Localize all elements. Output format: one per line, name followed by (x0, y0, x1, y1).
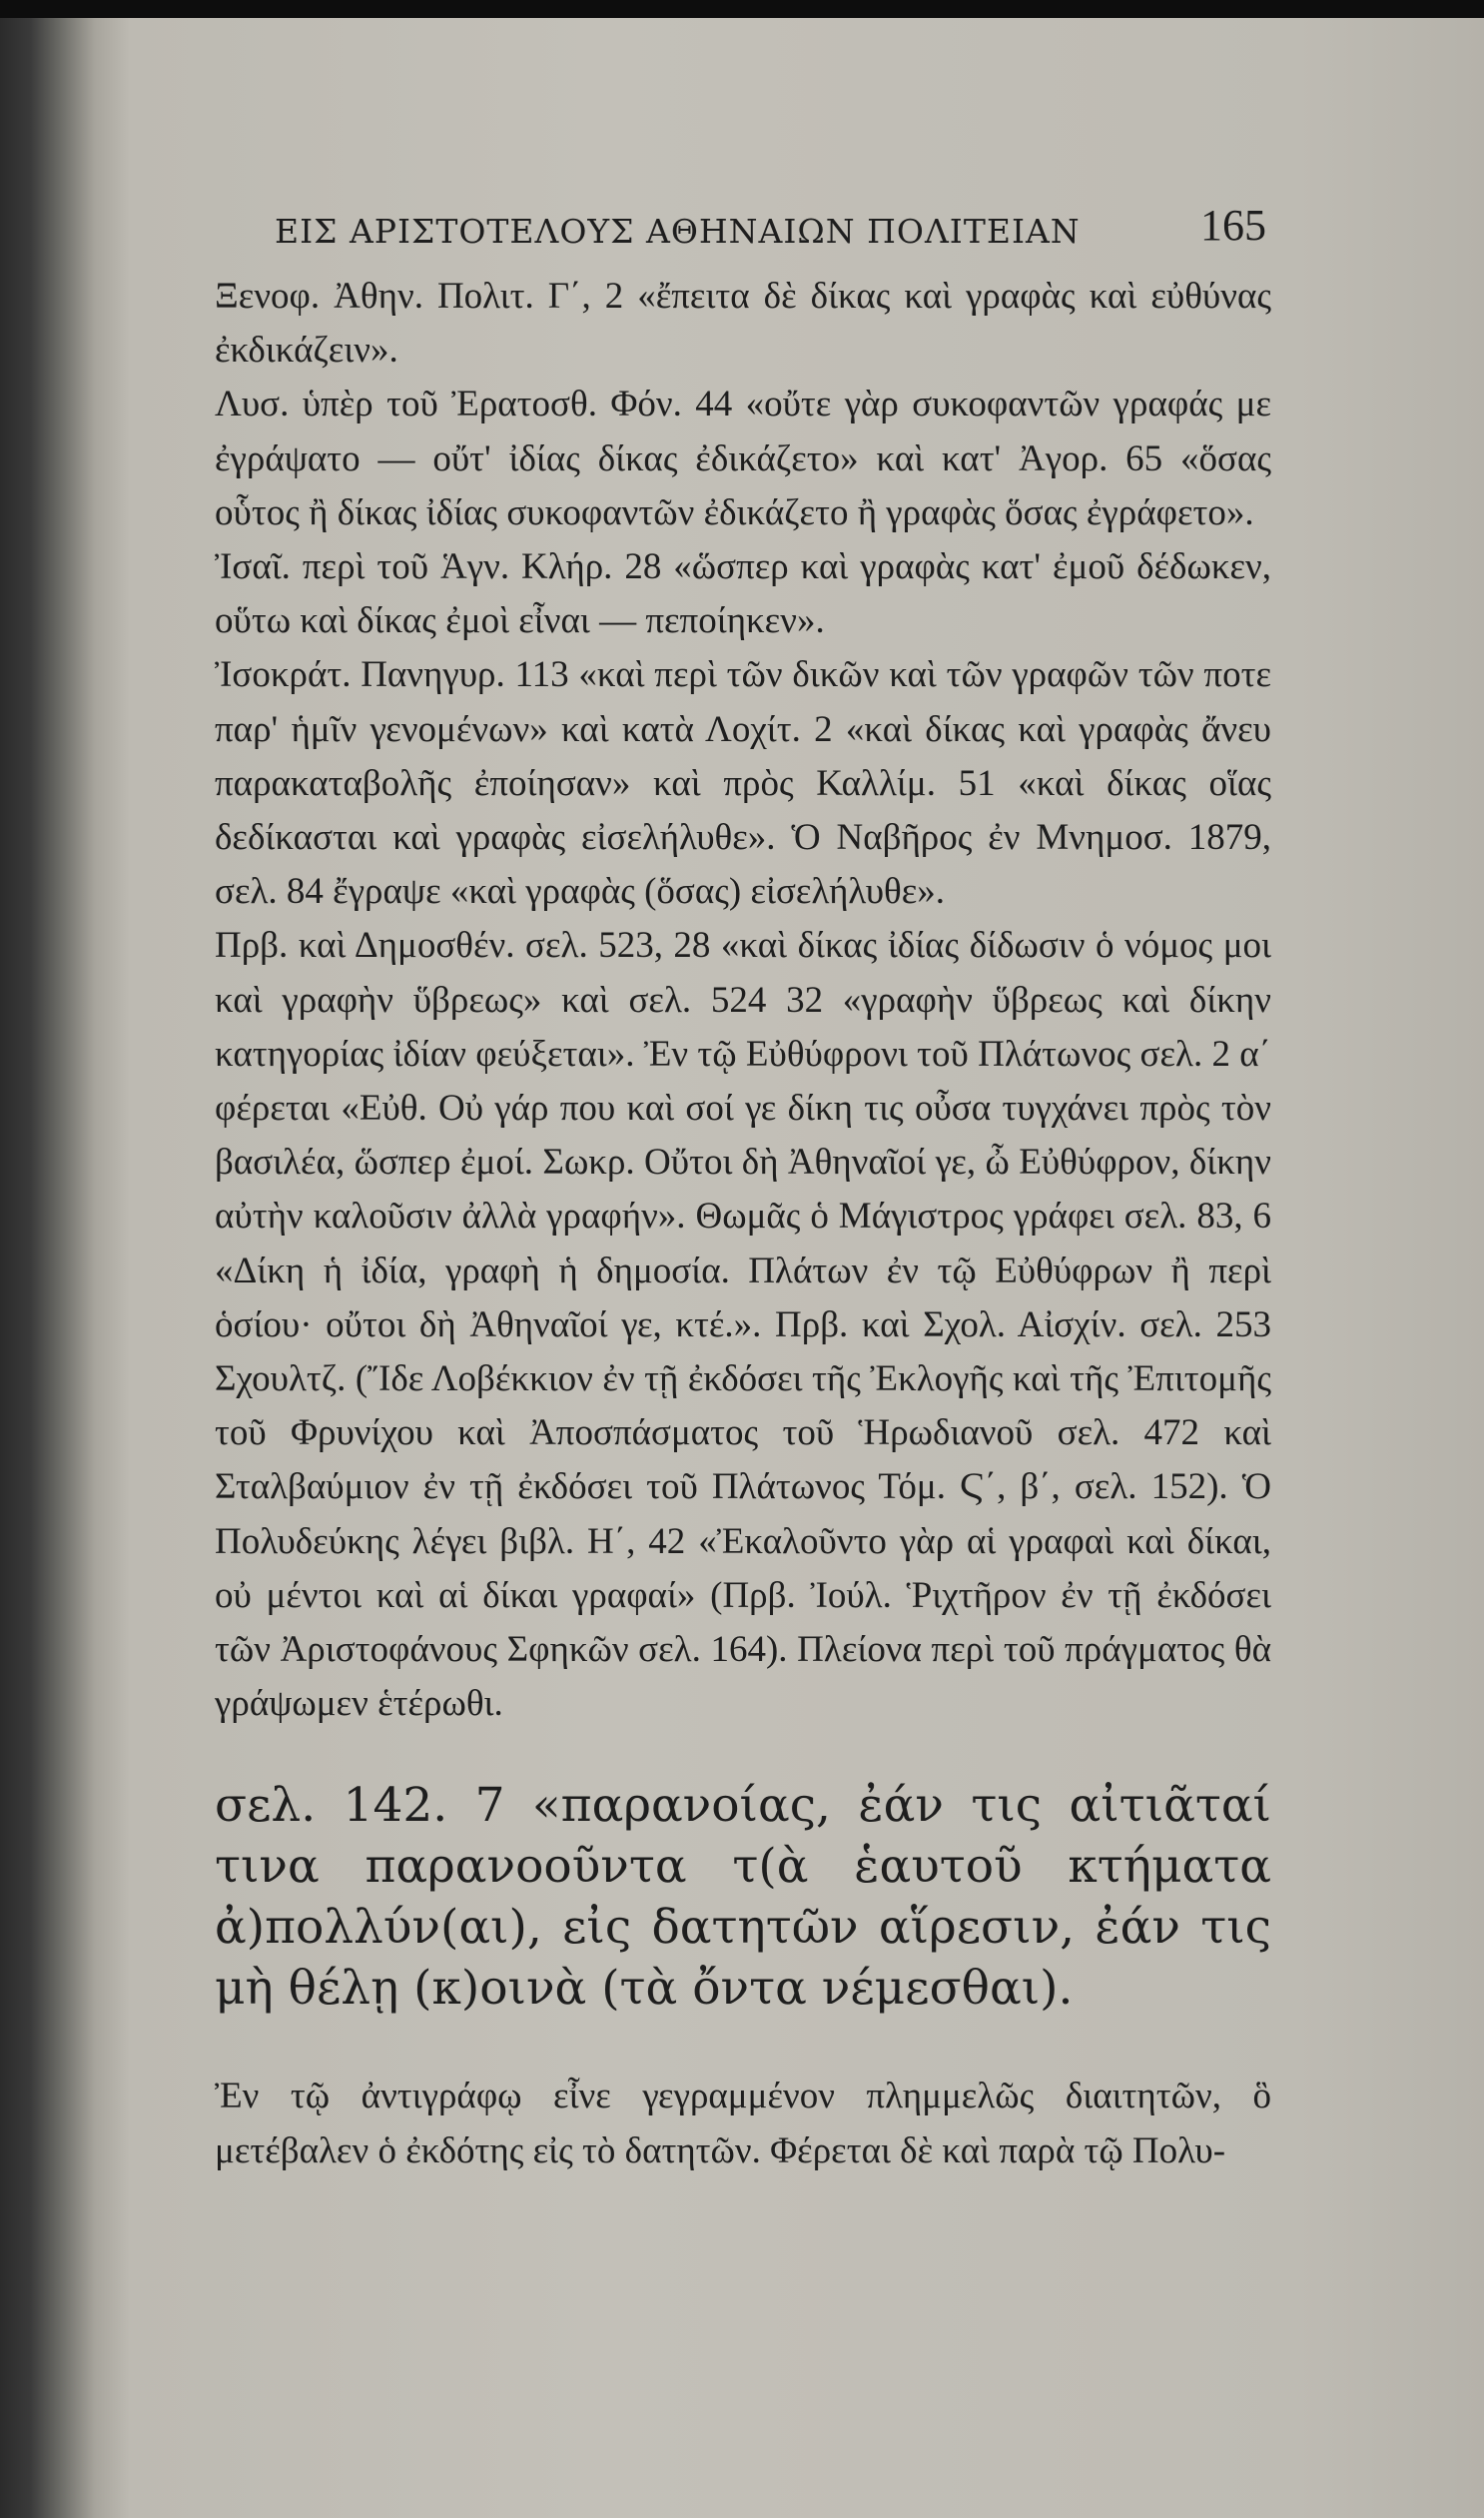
commentary (215, 2069, 1271, 2178)
running-title: ΕΙΣ ΑΡΙΣΤΟΤΕΛΟΥΣ ΑΘΗΝΑΙΩΝ ΠΟΛΙΤΕΙΑΝ (275, 212, 1081, 251)
note-paragraph: Ξενοφ. Ἀθην. Πολιτ. Γ΄, 2 «ἔπειτα δὲ δίκας καὶ γραφὰς καὶ εὐθύνας ἐκδικάζειν». (215, 276, 1271, 372)
page-number: 165 (1200, 201, 1266, 250)
commentary-text: Ἐν τῷ ἀντιγράφῳ εἶνε γεγραμμένον πλημμελῶς διαιτητῶν, ὃ μετέβαλεν ὁ ἐκδότης εἰς τὸ δατητῶν. Φέρεται δὲ καὶ παρὰ τῷ Πολυ- (215, 2076, 1271, 2172)
note-paragraph: Ἰσοκράτ. Πανηγυρ. 113 «καὶ περὶ τῶν δικῶν καὶ τῶν γραφῶν τῶν ποτε παρ' ἡμῖν γενομένων» καὶ κατὰ Λοχίτ. 2 «καὶ δίκας καὶ γραφὰς ἄνευ παρακαταβολῆς ἐποίησαν» καὶ πρὸς Καλλίμ. 51 «καὶ δίκας οἵας δεδίκασται καὶ γραφὰς εἰσελήλυθε». Ὁ Ναβῆρος ἐν Μνημοσ. 1879, σελ. 84 ἔγραψε «καὶ γραφὰς (ὅσας) εἰσελήλυθε». (215, 654, 1271, 913)
main-entry (215, 1775, 1271, 2019)
scan-top-border (0, 0, 1484, 18)
note-paragraph: Ἰσαῖ. περὶ τοῦ Ἁγν. Κλήρ. 28 «ὥσπερ καὶ γραφὰς κατ' ἐμοῦ δέδωκεν, οὕτω καὶ δίκας ἐμοὶ εἶναι — πεποίηκεν». (215, 546, 1271, 642)
note-paragraph: Πρβ. καὶ Δημοσθέν. σελ. 523, 28 «καὶ δίκας ἰδίας δίδωσιν ὁ νόμος μοι καὶ γραφὴν ὕβρεως» καὶ σελ. 524 32 «γραφὴν ὕβρεως καὶ δίκην κατηγορίας ἰδίαν φεύξεται». Ἐν τῷ Εὐθύφρονι τοῦ Πλάτωνος σελ. 2 α΄ φέρεται «Εὐθ. Οὐ γάρ που καὶ σοί γε δίκη τις οὖσα τυγχάνει πρὸς τὸν βασιλέα, ὥσπερ ἐμοί. Σωκρ. Οὔτοι δὴ Ἀθηναῖοί γε, ὦ Εὐθύφρον, δίκην αὐτὴν καλοῦσιν ἀλλὰ γραφήν». Θωμᾶς ὁ Μάγιστρος γράφει σελ. 83, 6 «Δίκη ἡ ἰδία, γραφὴ ἡ δημοσία. Πλάτων ἐν τῷ Εὐθύφρων ἢ περὶ ὁσίου· οὔτοι δὴ Ἀθηναῖοί γε, κτέ.». Πρβ. καὶ Σχολ. Αἰσχίν. σελ. 253 Σχουλτζ. (Ἴδε Λοβέκκιον ἐν τῇ ἐκδόσει τῆς Ἐκλογῆς καὶ τῆς Ἐπιτομῆς τοῦ Φρυνίχου καὶ Ἀποσπάσματος τοῦ Ἡρωδιανοῦ σελ. 472 καὶ Σταλβαύμιον ἐν τῇ ἐκδόσει τοῦ Πλάτωνος Τόμ. Ϛ΄, β΄, σελ. 152). Ὁ Πολυδεύκης λέγει βιβλ. Η΄, 42 «Ἐκαλοῦντο γὰρ αἱ γραφαὶ καὶ δίκαι, οὐ μέντοι καὶ αἱ δίκαι γραφαί» (Πρβ. Ἰούλ. Ῥιχτῆρον ἐν τῇ ἐκδόσει τῶν Ἀριστοφάνους Σφηκῶν σελ. 164). Πλείονα περὶ τοῦ πράγματος θὰ γράψωμεν ἑτέρωθι. (215, 925, 1271, 1725)
page-body (215, 200, 1271, 2178)
running-head (215, 200, 1271, 270)
note-paragraph: Λυσ. ὑπὲρ τοῦ Ἐρατοσθ. Φόν. 44 «οὔτε γὰρ συκοφαντῶν γραφάς με ἐγράψατο — οὔτ' ἰδίας δίκας ἐδικάζετο» καὶ κατ' Ἀγορ. 65 «ὅσας οὗτος ἢ δίκας ἰδίας συκοφαντῶν ἐδικάζετο ἢ γραφὰς ὅσας ἐγράφετο». (215, 384, 1271, 533)
main-entry-text: σελ. 142. 7 «παρανοίας, ἐάν τις αἰτιᾶταί τινα παρανοοῦντα τ(ὰ ἑαυτοῦ κτήματα ἀ)πολλύν(αι), εἰς δατητῶν αἵρεσιν, ἐάν τις μὴ θέλῃ (κ)οινὰ (τὰ ὄντα νέμεσθαι). (215, 1778, 1271, 2017)
notes-block (215, 270, 1271, 1731)
